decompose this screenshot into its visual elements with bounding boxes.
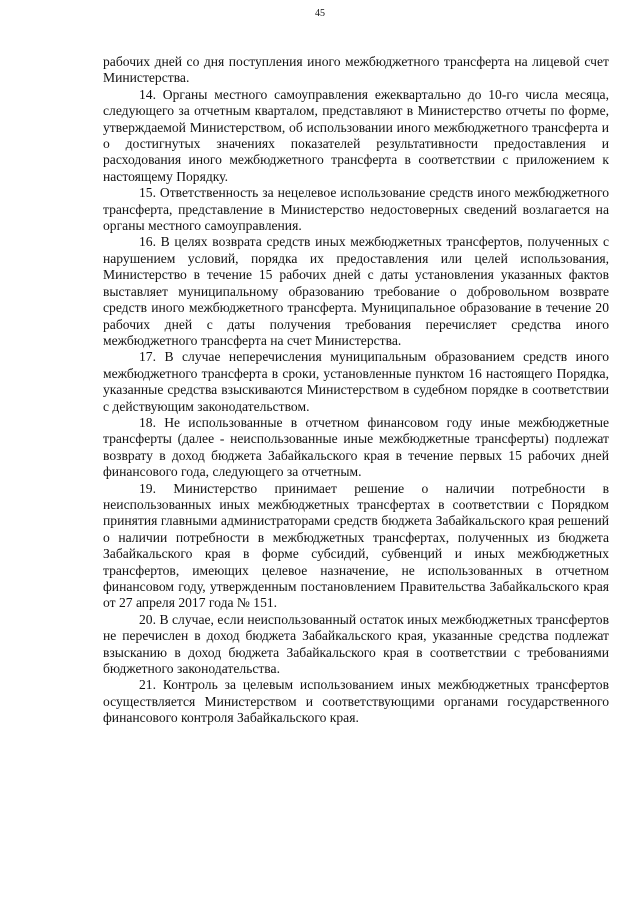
page-number: 45: [315, 8, 325, 19]
paragraph-21: 21. Контроль за целевым использованием иных межбюджетных трансфертов осуществляется Министерством и соответствующими органами государственного финансового контроля Забайкальского края.: [103, 677, 609, 726]
paragraph-20: 20. В случае, если неиспользованный остаток иных межбюджетных трансфертов не перечислен в доход бюджета Забайкальского края, указанные средства подлежат взысканию в доход бюджета Забайкальского края в соответствии с требованиями бюджетного законодательства.: [103, 611, 609, 677]
paragraph-14: 14. Органы местного самоуправления ежеквартально до 10-го числа месяца, следующего за отчетным кварталом, представляют в Министерство отчеты по форме, утверждаемой Министерством, об использовании иного межбюджетного трансферта и о достигнутых значениях показателей результативности предоставления и расходования иного межбюджетного трансферта в соответствии с приложением к настоящему Порядку.: [103, 86, 609, 184]
paragraph-16: 16. В целях возврата средств иных межбюджетных трансфертов, полученных с нарушением условий, порядка их предоставления или целей использования, Министерство в течение 15 рабочих дней с даты установления указанных фактов выставляет муниципальному образованию требование о добровольном возврате средств иного межбюджетного трансферта. Муниципальное образование в течение 20 рабочих дней с даты получения требования перечисляет средства иного межбюджетного трансферта на счет Министерства.: [103, 234, 609, 348]
paragraph-19: 19. Министерство принимает решение о наличии потребности в неиспользованных иных межбюджетных трансфертах в соответствии с Порядком принятия главными администраторами средств бюджета Забайкальского края решений о наличии потребности в межбюджетных трансфертах, полученных из бюджета Забайкальского края в форме субсидий, субвенций и иных межбюджетных трансфертов, имеющих целевое назначение, не использованных в отчетном финансовом году, утвержденным постановлением Правительства Забайкальского края от 27 апреля 2017 года № 151.: [103, 480, 609, 611]
paragraph-17: 17. В случае неперечисления муниципальным образованием средств иного межбюджетного трансферта в сроки, установленные пунктом 16 настоящего Порядка, указанные средства взыскиваются Министерством в судебном порядке в соответствии с действующим законодательством.: [103, 349, 609, 414]
document-body: [103, 54, 609, 727]
paragraph-continuation: рабочих дней со дня поступления иного межбюджетного трансферта на лицевой счет Министерства.: [103, 54, 609, 86]
paragraph-18: 18. Не использованные в отчетном финансовом году иные межбюджетные трансферты (далее - неиспользованные иные межбюджетные трансферты) подлежат возврату в доход бюджета Забайкальского края в течение первых 15 рабочих дней финансового года, следующего за отчетным.: [103, 414, 609, 480]
paragraph-15: 15. Ответственность за нецелевое использование средств иного межбюджетного трансферта, представление в Министерство недостоверных сведений возлагается на органы местного самоуправления.: [103, 185, 609, 234]
